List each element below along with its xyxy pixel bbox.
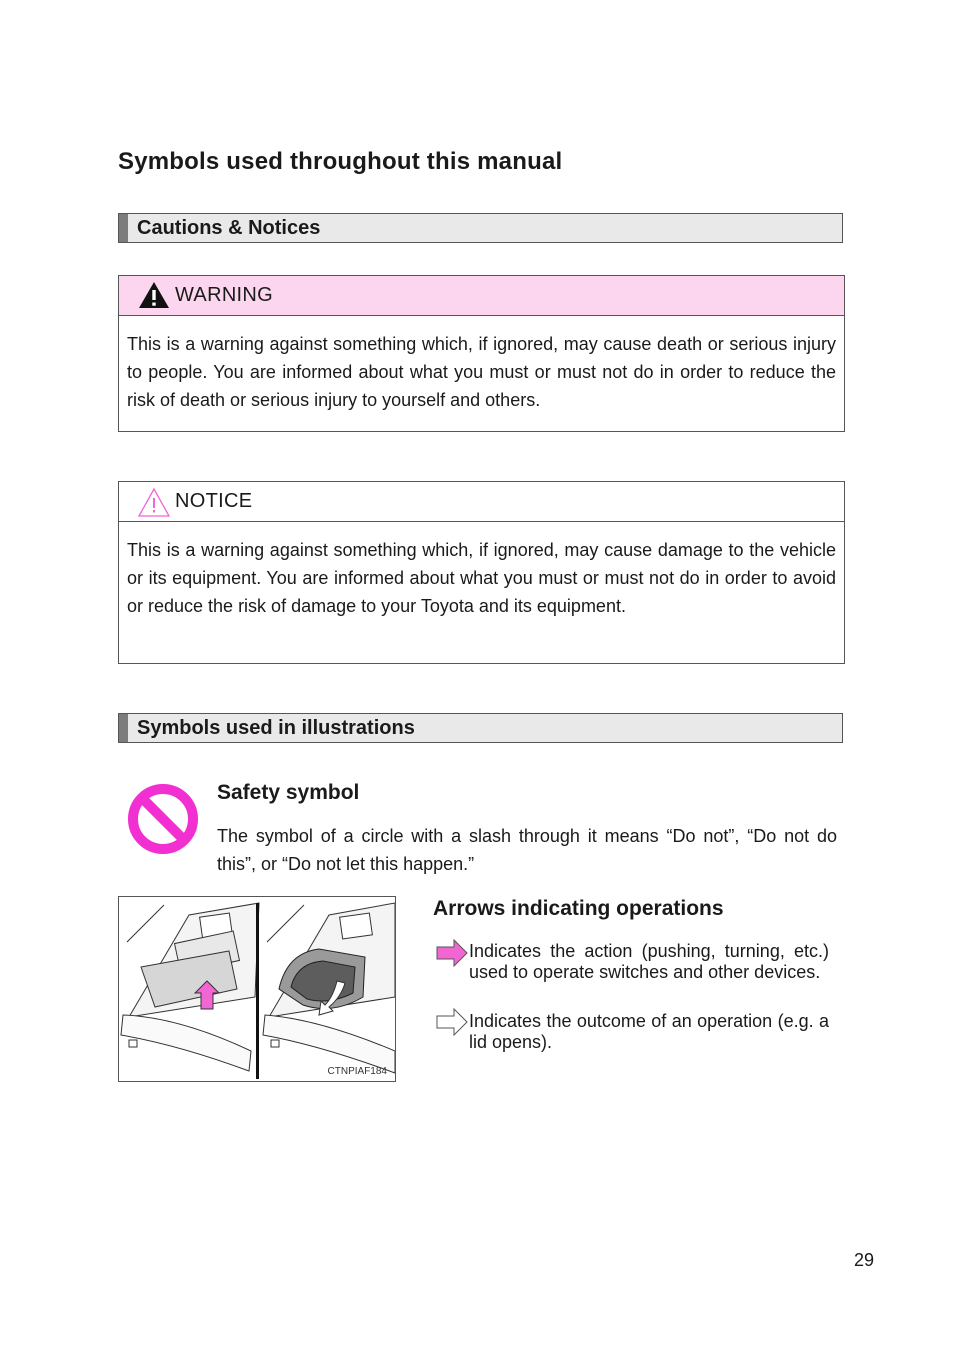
outcome-arrow-icon — [436, 1008, 468, 1041]
section-label: Symbols used in illustrations — [137, 717, 415, 739]
action-arrow-text: Indicates the action (pushing, turning, etc.) used to operate switches and other devices. — [469, 941, 829, 982]
warning-body: This is a warning against something which, if ignored, may cause death or serious injury to people. You are informed about what you must or must not do in order to reduce the risk of death or serious injury to yourself and others. — [127, 334, 836, 410]
warning-box — [118, 275, 845, 432]
warning-header — [119, 276, 844, 316]
notice-header — [119, 482, 844, 522]
action-arrow-icon — [436, 939, 468, 972]
arrows-heading: Arrows indicating operations — [433, 897, 724, 920]
section-symbols-illustrations — [118, 713, 843, 743]
illustration-code: CTNPIAF184 — [327, 1066, 387, 1077]
section-accent — [119, 714, 128, 742]
notice-box — [118, 481, 845, 664]
safety-symbol-heading: Safety symbol — [217, 781, 360, 804]
section-cautions-notices — [118, 213, 843, 243]
outcome-arrow-text: Indicates the outcome of an operation (e.g. a lid opens). — [469, 1011, 829, 1052]
section-label: Cautions & Notices — [137, 217, 321, 239]
notice-title: NOTICE — [175, 490, 253, 512]
notice-triangle-icon — [137, 486, 171, 523]
section-accent — [119, 214, 128, 242]
safety-symbol-text: The symbol of a circle with a slash through it means “Do not”, “Do not do this”, or “Do not let this happen.” — [217, 826, 837, 874]
prohibition-icon — [126, 782, 200, 861]
page-number: 29 — [854, 1250, 875, 1270]
page-title: Symbols used throughout this manual — [118, 148, 563, 175]
operation-illustration — [118, 896, 396, 1082]
notice-body: This is a warning against something which, if ignored, may cause damage to the vehicle or its equipment. You are informed about what you must or must not do in order to avoid or reduce the risk of damage to your Toyota and its equipment. — [127, 540, 836, 616]
warning-triangle-icon — [137, 280, 171, 315]
warning-title: WARNING — [175, 284, 274, 306]
